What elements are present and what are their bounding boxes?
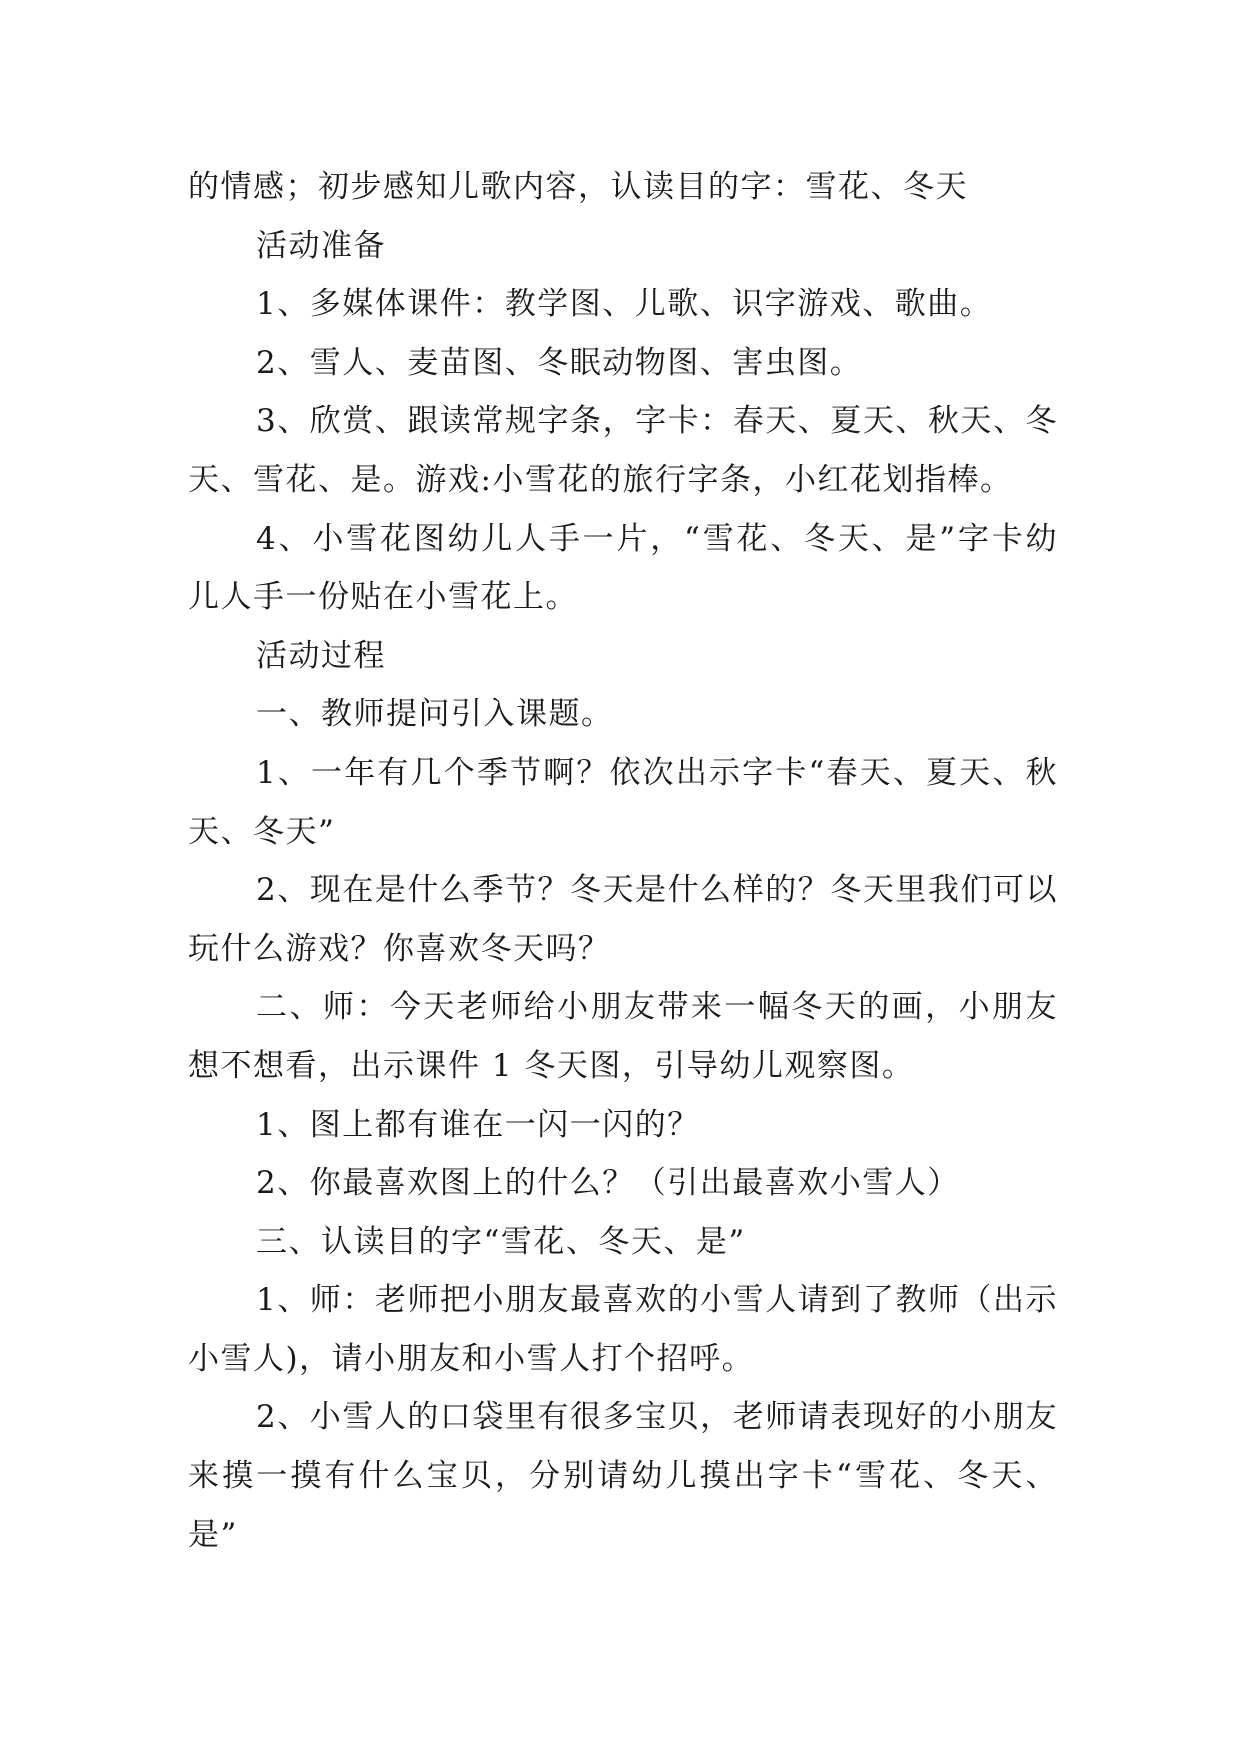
paragraph: 2、小雪人的口袋里有很多宝贝，老师请表现好的小朋友来摸一摸有什么宝贝，分别请幼儿摸出字卡“雪花、冬天、是” [188,1399,1058,1553]
paragraph: 三、认读目的字“雪花、冬天、是” [256,1223,746,1260]
paragraph: 3、欣赏、跟读常规字条，字卡：春天、夏天、秋天、冬天、雪花、是。游戏:小雪花的旅行字条，小红花划指棒。 [188,403,1058,498]
paragraph: 一、教师提问引入课题。 [256,696,614,733]
paragraph: 2、现在是什么季节？冬天是什么样的？冬天里我们可以玩什么游戏？你喜欢冬天吗？ [188,872,1058,967]
document-body [188,158,1058,1564]
paragraph: 4、小雪花图幼儿人手一片，“雪花、冬天、是”字卡幼儿人手一份贴在小雪花上。 [188,520,1058,616]
paragraph: 2、你最喜欢图上的什么？（引出最喜欢小雪人） [256,1165,960,1202]
section-heading: 活动准备 [256,227,386,264]
paragraph: 1、师：老师把小朋友最喜欢的小雪人请到了教师（出示小雪人)，请小朋友和小雪人打个招呼。 [188,1282,1058,1377]
paragraph: 1、图上都有谁在一闪一闪的？ [256,1106,700,1143]
paragraph: 二、师：今天老师给小朋友带来一幅冬天的画，小朋友想不想看，出示课件 1 冬天图，引导幼儿观察图。 [188,989,1058,1084]
paragraph: 2、雪人、麦苗图、冬眠动物图、害虫图。 [256,344,863,381]
paragraph: 的情感；初步感知儿歌内容，认读目的字：雪花、冬天 [188,169,968,205]
section-heading: 活动过程 [256,637,386,674]
paragraph: 1、多媒体课件：教学图、儿歌、识字游戏、歌曲。 [256,286,993,323]
paragraph: 1、一年有几个季节啊？依次出示字卡“春天、夏天、秋天、冬天” [188,754,1058,850]
